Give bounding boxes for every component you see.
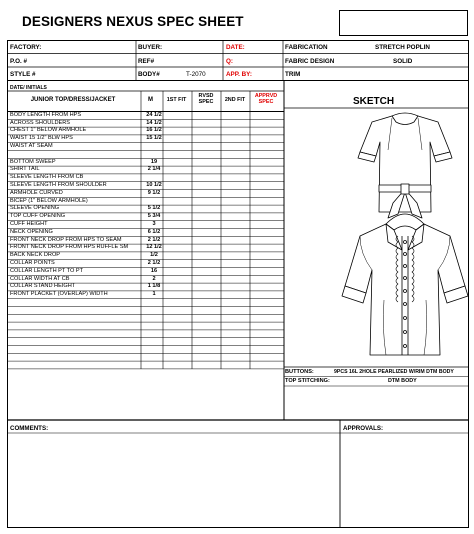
row-m-value: 1 1/8 [147, 283, 161, 290]
row-label: SLEEVE LENGTH FROM SHOULDER [10, 181, 107, 188]
row-label: BICEP (1" BELOW ARMHOLE) [10, 197, 88, 204]
row-label: SLEEVE LENGTH FROM CB [10, 174, 84, 181]
row-label: FRONT NECK DROP FROM HPS RUFFLE SM [10, 244, 129, 251]
row-m-value: 2 1/2 [147, 259, 161, 266]
fabric-design-label: FABRIC DESIGN [285, 58, 335, 65]
top-stitching-value: DTM BODY [388, 378, 417, 384]
buttons-label: BUTTONS: [285, 369, 314, 375]
row-label: COLLAR LENGTH PT TO PT [10, 267, 84, 274]
row-m-value: 6 1/2 [147, 228, 161, 235]
row-m-value: 16 [150, 267, 158, 274]
sketch-label: SKETCH [353, 96, 395, 107]
approvals-label: APPROVALS: [343, 425, 384, 432]
row-label: NECK OPENING [10, 228, 53, 235]
row-label: COLLAR POINTS [10, 259, 55, 266]
comments-label: COMMENTS: [10, 425, 49, 432]
row-label: ARMHOLE CURVED [10, 189, 63, 196]
row-label: SLEEVE OPENING [10, 205, 60, 212]
row-label: FRONT NECK DROP FROM HPS TO SEAM [10, 236, 122, 243]
trim-label: TRIM [285, 71, 301, 78]
back-view-sketch [358, 113, 452, 218]
row-m-value: 5 1/2 [147, 205, 161, 212]
row-label: COLLAR STAND HEIGHT [10, 283, 76, 290]
fabrication-label: FABRICATION [285, 44, 328, 51]
date-initials-label: DATE/ INITIALS [10, 85, 47, 91]
buyer-label: BUYER: [138, 44, 163, 51]
row-m-value: 15 1/2 [146, 135, 162, 142]
row-m-value: 5 3/4 [147, 213, 161, 220]
row-m-value: 19 [150, 158, 158, 165]
row-m-value: 9 1/2 [147, 189, 161, 196]
row-label: WAIST 15 1/2" BLW HPS [10, 135, 73, 142]
page-title: DESIGNERS NEXUS SPEC SHEET [22, 14, 244, 29]
style-label: STYLE # [10, 71, 36, 78]
body-label: BODY# [138, 71, 160, 78]
po-label: P.O. # [10, 58, 28, 65]
row-label: FRONT PLACKET (OVERLAP) WIDTH [10, 291, 108, 298]
comments-area[interactable] [9, 434, 339, 526]
row-m-value: 2 1/2 [147, 236, 161, 243]
ref-label: REF# [138, 58, 155, 65]
row-label: BOTTOM SWEEP [10, 158, 56, 165]
app-by-label: APP. BY: [226, 71, 253, 78]
row-label: BODY LENGTH FROM HPS [10, 111, 82, 118]
row-m-value: 12 1/2 [146, 244, 162, 251]
date-label: DATE: [226, 44, 245, 51]
fabrication-value: STRETCH POPLIN [375, 44, 430, 51]
fabric-design-value: SOLID [393, 58, 413, 65]
row-m-value: 2 1/4 [147, 166, 161, 173]
row-m-value: 16 1/2 [146, 127, 162, 134]
row-label: ACROSS SHOULDERS [10, 119, 70, 126]
col-header-2nd-fit: 2ND FIT [224, 97, 246, 103]
body-value: T-2070 [186, 71, 206, 78]
q-label: Q: [226, 58, 233, 65]
row-m-value: 14 1/2 [146, 119, 162, 126]
row-label: BACK NECK DROP [10, 252, 61, 259]
row-label: SHIRT TAIL [10, 166, 40, 173]
row-m-value: 1/2 [150, 252, 158, 259]
col-header-apprvd-spec: APPRVD SPEC [254, 93, 278, 105]
row-label: CHEST 1" BELOW ARMHOLE [10, 127, 87, 134]
approvals-area[interactable] [341, 434, 467, 526]
row-m-value: 2 [152, 275, 156, 282]
col-header-m: M [148, 97, 153, 103]
row-label: CUFF HEIGHT [10, 220, 48, 227]
row-m-value: 3 [152, 220, 156, 227]
top-stitching-label: TOP STITCHING: [285, 378, 330, 384]
row-label: COLLAR WIDTH AT CB [10, 275, 70, 282]
col-header-rvsd-spec: RVSD SPEC [198, 93, 214, 105]
col-header-1st-fit: 1ST FIT [166, 97, 187, 103]
buttons-value: 9PCS 16L 2HOLE PEARLIZED W/RIM DTM BODY [334, 369, 454, 375]
row-m-value: 24 1/2 [146, 111, 162, 118]
row-label: TOP CUFF OPENING [10, 213, 66, 220]
row-label: WAIST AT SEAM [10, 142, 53, 149]
col-header-measurement: JUNIOR TOP/DRESS/JACKET [30, 97, 116, 103]
row-m-value: 1 [152, 291, 156, 298]
factory-label: FACTORY: [10, 44, 42, 51]
row-m-value: 10 1/2 [146, 181, 162, 188]
